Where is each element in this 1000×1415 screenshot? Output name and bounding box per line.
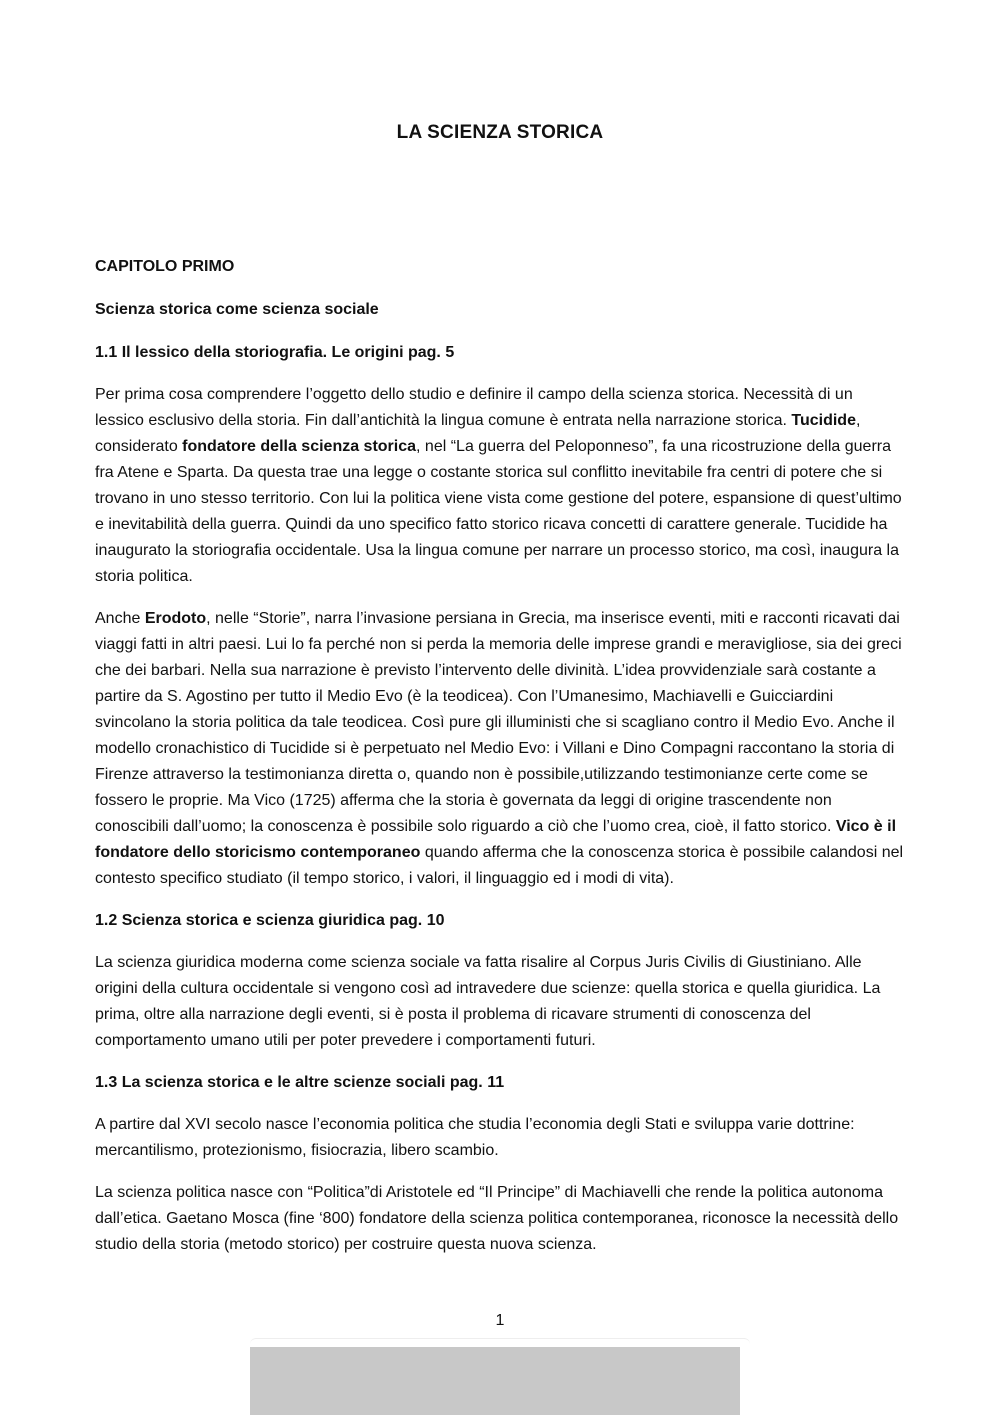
body-paragraph bbox=[95, 1180, 905, 1258]
text-run: La scienza politica nasce con “Politica”di Aristotele ed “Il Principe” di Machiavelli che rende la politica autonoma dall’etica. Gaetano Mosca (fine ‘800) fondatore della scienza politica contemporanea, riconosce la necessità dello studio della storia (metodo storico) per costruire questa nuova scienza. bbox=[95, 1184, 899, 1253]
bold-text: fondatore della scienza storica bbox=[182, 438, 417, 455]
body-paragraph bbox=[95, 1112, 905, 1164]
next-page-preview bbox=[250, 1347, 740, 1415]
document-title: LA SCIENZA STORICA bbox=[396, 122, 604, 143]
body-paragraph bbox=[95, 382, 905, 590]
text-run: , considerato bbox=[95, 412, 861, 455]
text-run: A partire dal XVI secolo nasce l’economia politica che studia l’economia degli Stati e sviluppa varie dottrine: mercantilismo, protezionismo, fisiocrazia, libero scambio. bbox=[95, 1116, 855, 1159]
text-run: quando afferma che la conoscenza storica è possibile calandosi nel contesto specifico studiato (il tempo storico, i valori, il linguaggio ed i modi di vita). bbox=[95, 844, 904, 887]
bold-text: Vico è il fondatore dello storicismo contemporaneo bbox=[95, 818, 897, 861]
text-run: , nel “La guerra del Peloponneso”, fa una ricostruzione della guerra fra Atene e Sparta. Da questa trae una legge o costante storica sul conflitto inevitabile fra centri di potere che si trovano in uno stesso territorio. Con lui la politica viene vista come gestione del potere, espansione di quest’ultimo e inevitabilità della guerra. Quindi da uno specifico fatto storico ricava concetti di carattere generale. Tucidide ha inaugurato la storiografia occidentale. Usa la lingua comune per narrare un processo storico, ma così, inaugura la storia politica. bbox=[95, 438, 902, 585]
text-run: Per prima cosa comprendere l’oggetto dello studio e definire il campo della scienza storica. Necessità di un lessico esclusivo della storia. Fin dall’antichità la lingua comune è entrata nella narrazione storica. bbox=[95, 386, 853, 429]
text-run: La scienza giuridica moderna come scienza sociale va fatta risalire al Corpus Juris Civilis di Giustiniano. Alle origini della cultura occidentale si vengono così ad intravedere due scienze: quella storica e quella giuridica. La prima, oltre alla narrazione degli eventi, si è posta il problema di ricavare strumenti di conoscenza del comportamento umano utili per poter prevedere i comportamenti futuri. bbox=[95, 954, 881, 1049]
chapter-heading: CAPITOLO PRIMO bbox=[95, 258, 235, 275]
section-heading: 1.2 Scienza storica e scienza giuridica pag. 10 bbox=[95, 912, 445, 929]
text-run: , nelle “Storie”, narra l’invasione persiana in Grecia, ma inserisce eventi, miti e racconti ricavati dai viaggi fatti in altri paesi. Lui lo fa perché non si perda la memoria delle imprese grandi e meravigliose, sia dei greci che dei barbari. Nella sua narrazione è previsto l’intervento delle divinità. L’idea provvidenziale sarà costante a partire da S. Agostino per tutto il Medio Evo (è la teodicea). Con l’Umanesimo, Machiavelli e Guicciardini svincolano la storia politica da tale teodicea. Così pure gli illuministi che si scagliano contro il Medio Evo. Anche il modello cronachistico di Tucidide si è perpetuato nel Medio Evo: i Villani e Dino Compagni raccontano la storia di Firenze attraverso la testimonianza diretta o, quando non è possibile,utilizzando testimonianze certe come se fossero le proprie. Ma Vico (1725) afferma che la storia è governata da leggi di origine trascendente non conoscibili dall’uomo; la conoscenza è possibile solo riguardo a ciò che l’uomo crea, cioè, il fatto storico. bbox=[95, 610, 902, 835]
bold-text: Tucidide bbox=[791, 412, 856, 429]
text-run: Anche bbox=[95, 610, 145, 627]
section-heading: 1.3 La scienza storica e le altre scienze sociali pag. 11 bbox=[95, 1074, 505, 1091]
sections-container bbox=[95, 340, 905, 1258]
document-body bbox=[95, 254, 905, 1274]
bold-text: Erodoto bbox=[144, 610, 207, 627]
page-number: 1 bbox=[495, 1312, 505, 1329]
section-heading: 1.1 Il lessico della storiografia. Le origini pag. 5 bbox=[95, 344, 455, 361]
body-paragraph bbox=[95, 950, 905, 1054]
body-paragraph bbox=[95, 606, 905, 892]
chapter-subtitle: Scienza storica come scienza sociale bbox=[95, 301, 379, 318]
